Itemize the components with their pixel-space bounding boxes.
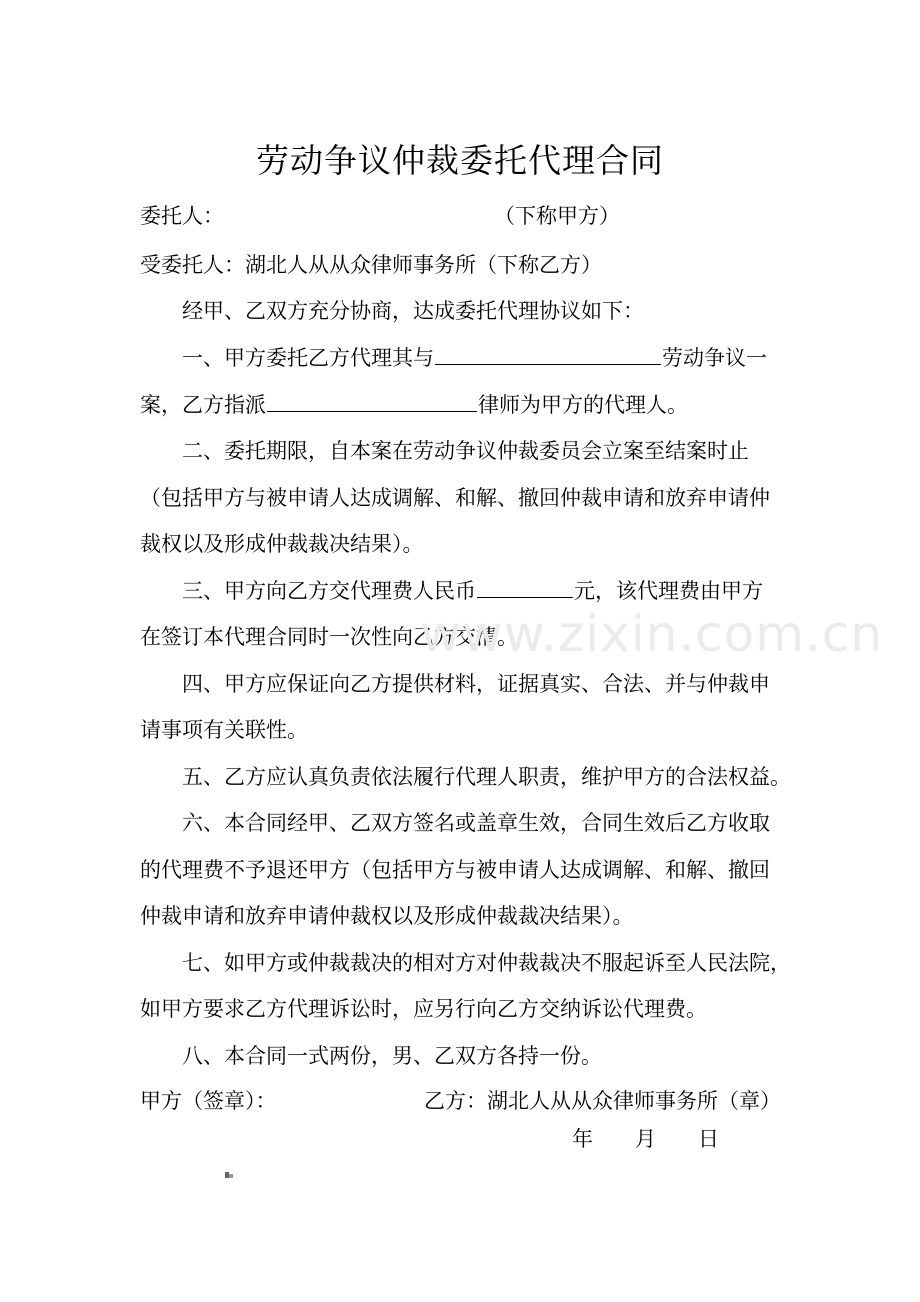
clause-7-line-2: 如甲方要求乙方代理诉讼时，应另行向乙方交纳诉讼代理费。 bbox=[140, 997, 707, 1021]
clause-1-text-a: 一、甲方委托乙方代理其与 bbox=[182, 346, 434, 370]
opponent-blank bbox=[435, 343, 661, 365]
clause-3-line-2: 在签订本代理合同时一次性向乙方交清。 bbox=[140, 625, 518, 649]
client-line bbox=[140, 201, 224, 231]
clause-8-line-1: 八、本合同一式两份，男、乙双方各持一份。 bbox=[182, 1044, 602, 1068]
client-suffix: （下称甲方） bbox=[494, 204, 620, 228]
document-title: 劳动争议仲裁委托代理合同 bbox=[256, 141, 664, 180]
clause-4-line-1: 四、甲方应保证向乙方提供材料，证据真实、合法、并与仲裁申 bbox=[182, 672, 770, 696]
stray-mark-icon bbox=[224, 1170, 234, 1180]
party-b-signature: 乙方：湖北人从从众律师事务所（章） bbox=[424, 1089, 781, 1113]
clause-2-line-1: 二、委托期限，自本案在劳动争议仲裁委员会立案至结案时止 bbox=[182, 439, 749, 463]
clause-3-line-1 bbox=[182, 576, 763, 606]
clause-3-text-a: 三、甲方向乙方交代理费人民币 bbox=[182, 579, 476, 603]
clause-1-text-d: 律师为甲方的代理人。 bbox=[478, 393, 688, 417]
agent-line: 受委托人：湖北人从从众律师事务所（下称乙方） bbox=[140, 253, 602, 277]
clause-1-text-b: 劳动争议一 bbox=[662, 346, 767, 370]
clause-3-text-b: 元，该代理费由甲方 bbox=[574, 579, 763, 603]
clause-2-line-3: 裁权以及形成仲裁裁决结果）。 bbox=[140, 532, 424, 556]
clause-1-line-1 bbox=[182, 343, 767, 373]
clause-6-line-2: 的代理费不予退还甲方（包括甲方与被申请人达成调解、和解、撤回 bbox=[140, 858, 770, 882]
fee-blank bbox=[477, 576, 573, 598]
party-a-signature: 甲方（签章）： bbox=[140, 1089, 277, 1113]
clause-6-line-1: 六、本合同经甲、乙双方签名或盖章生效，合同生效后乙方收取 bbox=[182, 811, 770, 835]
watermark: www.zixin.com.cn bbox=[420, 605, 884, 663]
clause-1-text-c: 案，乙方指派 bbox=[140, 393, 266, 417]
clause-2-line-2: （包括甲方与被申请人达成调解、和解、撤回仲裁申请和放弃申请仲 bbox=[140, 486, 770, 510]
clause-1-line-2 bbox=[140, 390, 688, 420]
clause-4-line-2: 请事项有关联性。 bbox=[140, 718, 308, 742]
lawyer-blank bbox=[267, 390, 477, 412]
clause-6-line-3: 仲裁申请和放弃申请仲裁权以及形成仲裁裁决结果）。 bbox=[140, 904, 634, 928]
signature-date: 年 月 日 bbox=[572, 1127, 719, 1151]
client-label: 委托人： bbox=[140, 204, 224, 228]
clause-5-line-1: 五、乙方应认真负责依法履行代理人职责，维护甲方的合法权益。 bbox=[182, 765, 791, 789]
clause-7-line-1: 七、如甲方或仲裁裁决的相对方对仲裁裁决不服起诉至人民法院， bbox=[182, 951, 791, 975]
preamble: 经甲、乙双方充分协商，达成委托代理协议如下： bbox=[182, 299, 644, 323]
